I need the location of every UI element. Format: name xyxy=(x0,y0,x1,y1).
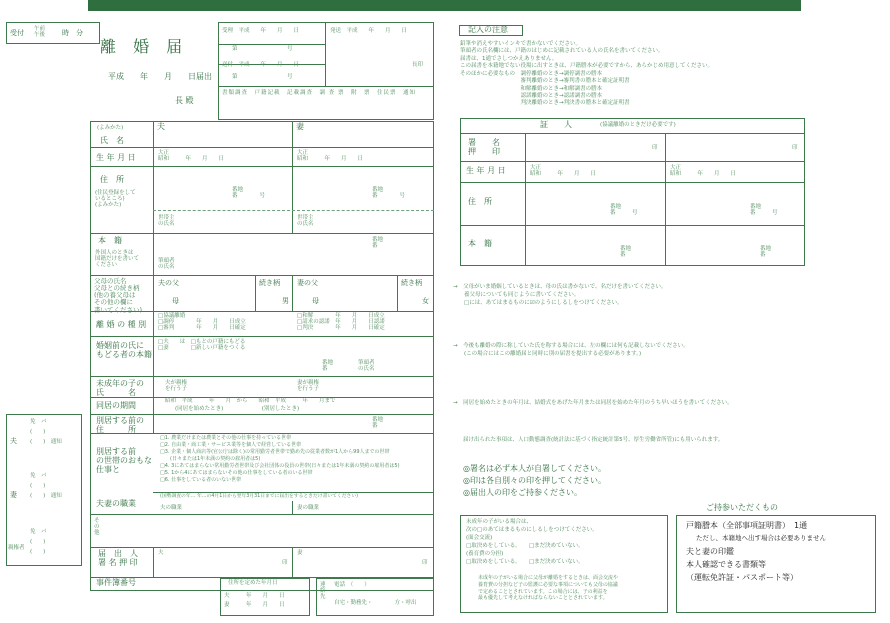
witness-note: (協議離婚のときだけ必要です) xyxy=(600,122,676,128)
header-bar xyxy=(88,0,801,11)
side-h: 夫 xyxy=(10,437,17,445)
side-note-b: → 今後も離婚の際に称していた氏を称する場合には、左の欄には何も記載しないでください。 (この場合にはこの離婚届と同時に別の届書を提出する必要があります。) xyxy=(453,343,689,357)
yomikata: (よみかた) xyxy=(97,125,124,131)
child-lines[interactable]: 未成年の子がいる場合は、 次の□のあてはまるものにしるしをつけてください。 (面会交流) □取決めをしている。 □まだ決めていない。 (養育費の分担) □取決めをしている。 □まだ決めていない。 xyxy=(466,519,598,565)
cohab-val: 昭和 平成 年 月 から 昭和 平成 年 月まで xyxy=(165,398,336,404)
witness-title: 証 人 xyxy=(540,120,572,129)
witness-honseki2: 番地 番 xyxy=(760,246,772,259)
date-box-rows: 夫 年 月 日 妻 年 月 日 xyxy=(224,593,285,608)
witness-banchi2: 番地 番 号 xyxy=(750,204,778,217)
types-left[interactable]: □協議離婚 □調停 年 月 日成立 □審判 年 月 日確定 xyxy=(158,313,246,332)
relation-h: 続き柄 xyxy=(259,279,280,287)
witness-birth2: 大正 昭和 年 月 日 xyxy=(670,165,737,178)
children-h: 夫が親権 を行う子 xyxy=(165,380,188,393)
honseki-note: 外国人のときは 国籍だけを書いて ください xyxy=(95,250,140,269)
bring-heading: ご持参いただくもの xyxy=(706,503,778,512)
side-note-d: 届け出られた事項は、人口動態調査(統計法に基づく指定統計第5号、厚生労働省所管)にも用いられます。 xyxy=(463,437,724,443)
time-label: 時 分 xyxy=(62,29,83,37)
male-label: 男 xyxy=(282,297,289,305)
signer-h: 夫 xyxy=(158,550,164,556)
children-label: 未成年の子の 氏 名 xyxy=(96,379,144,397)
witness-seal2: 印 xyxy=(792,145,798,151)
side-notify3: 免 パ ( ) ( ) xyxy=(30,529,47,555)
witness-birth: 生 年 月 日 xyxy=(466,166,506,175)
receipt-forward: 送付 平成 年 月 日 xyxy=(222,62,300,68)
parents-label: 父母の氏名 父母との続き柄 (他の養父母は その他の欄に 書いてください) xyxy=(94,277,143,314)
side-notify1: 免 パ ( ) ( ) 通知 xyxy=(30,419,62,445)
case-no: 事件簿番号 xyxy=(96,578,136,587)
am-pm-label: 午前 午後 xyxy=(34,26,46,39)
former-banchi: 番地 番 xyxy=(322,360,334,373)
side-note-e: ◎署名は必ず本人が自署してください。 ◎印は各自別々の印を押してください。 ◎届出人の印をご持参ください。 xyxy=(463,464,606,497)
receipt-no: 第 号 xyxy=(232,46,293,52)
witness-banchi1: 番地 番 号 xyxy=(610,204,638,217)
date-line: 平成 年 月 日届出 xyxy=(108,72,212,81)
witness-address: 住 所 xyxy=(468,197,492,206)
separate-banchi: 番地 番 xyxy=(372,417,384,430)
bring-item1-note: ただし、本籍地へ出す場合は必要ありません xyxy=(696,534,826,542)
witness-sign: 署 名 押 印 xyxy=(468,138,500,156)
banchi-w: 番地 番 号 xyxy=(372,187,406,200)
seal-h: 印 xyxy=(282,560,288,566)
seal-w: 印 xyxy=(422,560,428,566)
former-opts[interactable]: □夫 は □もとの戸籍にもどる □妻 □新しい戸籍をつくる xyxy=(158,339,246,352)
witness-box xyxy=(460,118,805,266)
receipt-no2: 第 号 xyxy=(232,74,293,80)
side-w: 妻 xyxy=(10,491,17,499)
other-label: そ の 他 xyxy=(94,518,100,537)
bring-item2: 夫と妻の印鑑 xyxy=(686,547,734,556)
receipt-sent: 発送 平成 年 月 日 xyxy=(330,28,408,34)
witness-honseki: 本 籍 xyxy=(468,239,492,248)
cohab-note: (同居を始めたとき) (別居したとき) xyxy=(175,406,300,412)
banchi-h: 番地 番 号 xyxy=(232,187,266,200)
check-row: 書類調査 戸籍記載 記載調査 調 査 票 附 票 住民票 通知 xyxy=(222,90,416,96)
witness-seal1: 印 xyxy=(652,145,658,151)
honseki-banchi: 番地 番 xyxy=(372,237,384,250)
receipt-accepted: 受理 平成 年 月 日 xyxy=(222,28,300,34)
wife-header: 妻 xyxy=(296,122,304,131)
address-note: (住民登録をして いるところ) (よみかた) xyxy=(95,190,136,209)
contact-phone: 電話 （ ） xyxy=(334,582,370,588)
occ-w: 妻の職業 xyxy=(297,505,320,511)
notes-heading: 記入の注意 xyxy=(468,25,508,34)
wife-father: 妻の父 xyxy=(297,279,318,287)
householder-h: 世帯主 の氏名 xyxy=(158,215,175,228)
notes-lines: 鉛筆や消えやすいインキで書かないでください。 筆頭者の氏名欄には、戸籍のはじめに記載されている人の氏名を書いてください。 届書は、1通でさしつかえありません。 この届書を本籍地でない役場に出すときは、戸籍謄本が必要ですから、あらかじめ用意してください。 そのほかに必要なもの 調停離婚のとき→調停調書の謄本 審判離婚のとき→審判書の謄本と確定証明書 和解離婚のとき→和解調書の謄本 認諾離婚のとき→認諾調書の謄本 判決離婚のとき→判決書の謄本と確定証明書 xyxy=(460,41,714,107)
address-label: 住 所 xyxy=(100,175,124,184)
work-label: 別居する前 の世帯のおもな 仕事と xyxy=(96,447,152,474)
husband-header: 夫 xyxy=(157,122,165,131)
husband-father: 夫の父 xyxy=(158,279,179,287)
mother-w: 母 xyxy=(312,297,319,305)
bring-item3: 本人確認できる書類等 xyxy=(686,560,766,569)
receipt-box xyxy=(218,22,434,120)
honseki-label: 本 籍 xyxy=(98,236,122,245)
children-w: 妻が親権 を行う子 xyxy=(297,380,320,393)
head-name: 筆頭者 の氏名 xyxy=(158,258,175,271)
side-notify2: 免 パ ( ) ( ) 通知 xyxy=(30,473,62,499)
birth-label: 生 年 月 日 xyxy=(96,153,136,162)
side-note-c: → 同居を始めたときの年月は、結婚式をあげた年月または同居を始めた年月のうち早いほうを書いてください。 xyxy=(453,400,733,406)
occ-note: (国勢調査の年… 年…の4月1日から翌年3月31日までに届出をするときだけ書いてください) xyxy=(160,494,359,499)
signer-label: 届 出 人 署 名 押 印 xyxy=(98,549,138,567)
birth-w: 大正 昭和 年 月 日 xyxy=(297,150,364,163)
bring-item3-note: （運転免許証・パスポート等） xyxy=(686,573,798,582)
divorce-type-label: 離 婚 の 種 別 xyxy=(96,320,147,329)
side-note-a: → 父母がいま婚姻しているときは、母の氏は書かないで、名だけを書いてください。 養父母についても同じように書いてください。 □には、あてはまるものに☑のようにしるしをつけてください。 xyxy=(453,284,667,306)
contact-home: 自宅・勤務先・ 方・呼出 xyxy=(334,600,417,606)
date-box-title: 住所を定めた年月日 xyxy=(228,580,278,586)
contact-label: 連 絡 先 xyxy=(320,582,326,601)
birth-h: 大正 昭和 年 月 日 xyxy=(158,150,225,163)
witness-honseki1: 番地 番 xyxy=(620,246,632,259)
occupation-label: 夫妻の職業 xyxy=(96,499,136,508)
child-note: 未成年の子がいる場合に父母が離婚をするときは、面会交流や 養育費の分担など子の監護に必要な事項についても父母の協議 で定めることとされています。この場合には、子の利益を 最も優先して考えなければならないこととされています。 xyxy=(478,575,619,602)
cohab-label: 同居の期間 xyxy=(96,401,136,410)
side-reg: 親権者 xyxy=(8,545,25,551)
witness-birth1: 大正 昭和 年 月 日 xyxy=(530,165,597,178)
chief-seal: 長印 xyxy=(412,62,424,68)
bring-item1: 戸籍謄本（全部事項証明書） 1通 xyxy=(686,521,808,530)
former-head: 筆頭者 の氏名 xyxy=(358,360,375,373)
recipient: 長 殿 xyxy=(175,96,194,105)
name-label: 氏 名 xyxy=(100,136,124,145)
former-label: 婚姻前の氏に もどる者の本籍 xyxy=(96,341,152,359)
householder-w: 世帯主 の氏名 xyxy=(297,215,314,228)
signer-w: 妻 xyxy=(297,550,303,556)
form-title: 離 婚 届 xyxy=(100,37,189,56)
reception-label: 受付 xyxy=(10,29,24,37)
types-right[interactable]: □和解 年 月 日成立 □請求の認諾 年 月 日認諾 □判決 年 月 日確定 xyxy=(297,313,385,332)
female-label: 女 xyxy=(422,297,429,305)
occ-h: 夫の職業 xyxy=(160,505,183,511)
mother-h: 母 xyxy=(172,297,179,305)
separate-label: 別居する前の 住 所 xyxy=(96,416,144,434)
relation-w: 続き柄 xyxy=(401,279,422,287)
work-items[interactable]: □1. 農業だけまたは農業とその他の仕事を持っている世帯 □2. 自由業・商工業・サービス業等を個人で経営している世帯 □3. 企業・個人商店等(官公庁は除く)の常用勤労者世帯で勤め先の従業者数が1人から99人までの世帯 (日々または1年未満の契約の雇用者は5) □4. 3にあてはまらない常用勤労者世帯及び会社団体の役員の世帯(日々または1年未満の契約の雇用者は5) □5. 1から4にあてはまらないその他の仕事をしている者のいる世帯 □6. 仕事をしている者のいない世帯 xyxy=(160,435,400,483)
